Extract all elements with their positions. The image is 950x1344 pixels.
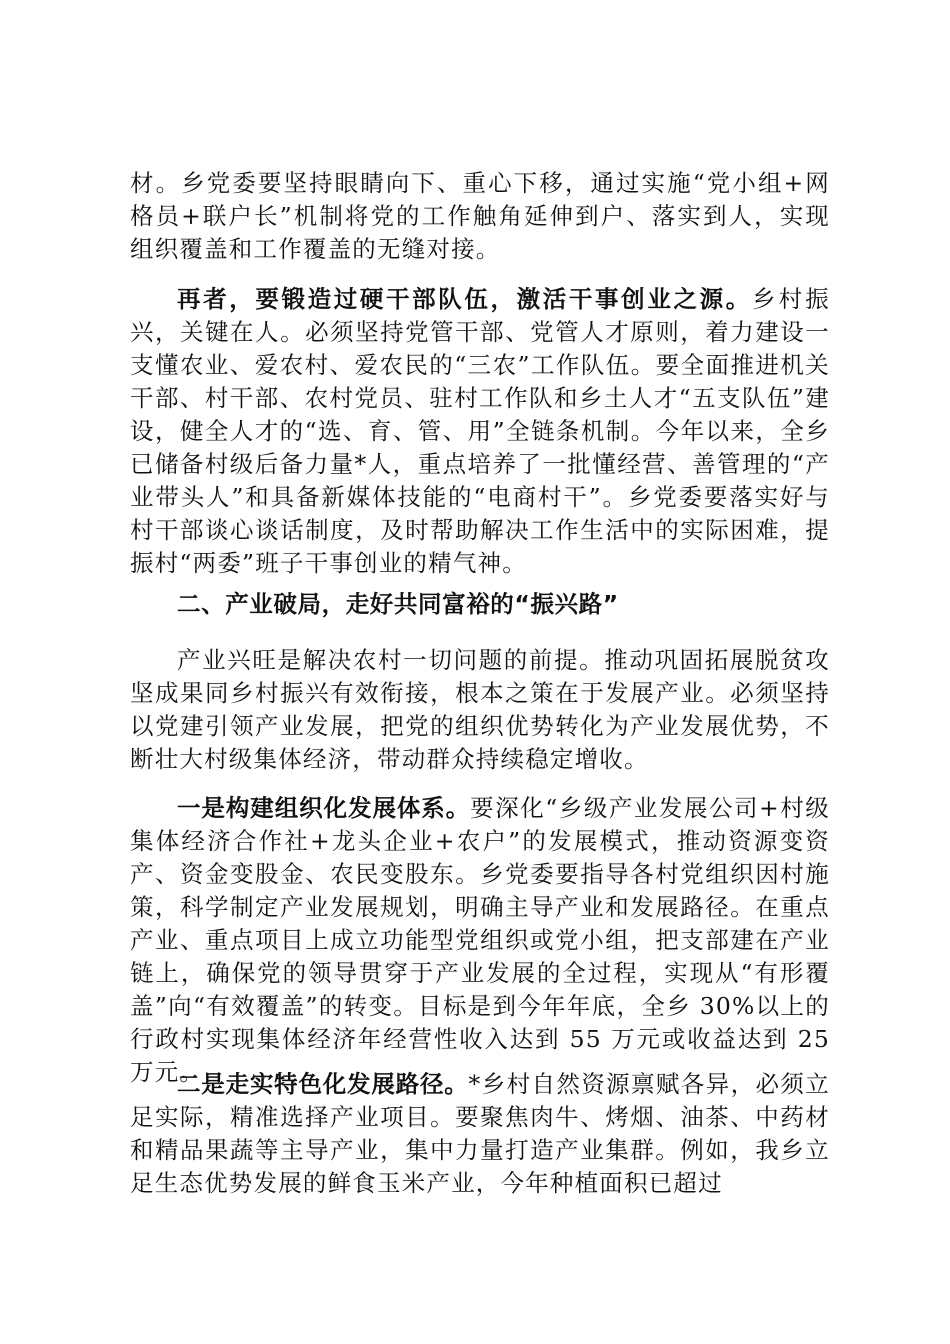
paragraph-text: 要深化“乡级产业发展公司+村级集体经济合作社+龙头企业+农户”的发展模式，推动资源变资产、资金变股金、农民变股东。乡党委要指导各村党组织因村施策，科学制定产业发展规划，明确主导产业和发展路径。在重点产业、重点项目上成立功能型党组织或党小组，把支部建在产业链上，确保党的领导贯穿于产业发展的全过程，实现从“有形覆盖”向“有效覆盖”的转变。目标是到今年年底，全乡 30%以上的行政村实现集体经济年经营性收入达到 55 万元或收益达到 25 万元。 — [130, 794, 830, 1086]
paragraph-text: 材。乡党委要坚持眼睛向下、重心下移，通过实施“党小组+网格员+联户长”机制将党的工作触角延伸到户、落实到人，实现组织覆盖和工作覆盖的无缝对接。 — [130, 169, 830, 263]
section-heading: 二、产业破局，走好共同富裕的“振兴路” — [177, 590, 619, 618]
paragraph-lead-bold: 二是走实特色化发展路径。 — [177, 1070, 469, 1098]
paragraph-continuation — [130, 167, 830, 266]
paragraph-specialty-path — [130, 1068, 830, 1200]
paragraph-lead-bold: 一是构建组织化发展体系。 — [177, 794, 471, 822]
paragraph-text: *乡村自然资源禀赋各异，必须立足实际，精准选择产业项目。要聚焦肉牛、烤烟、油茶、中药材和精品果蔬等主导产业，集中力量打造产业集群。例如，我乡立足生态优势发展的鲜食玉米产业，今年种植面积已超过 — [130, 1070, 830, 1197]
paragraph-text: 产业兴旺是解决农村一切问题的前提。推动巩固拓展脱贫攻坚成果同乡村振兴有效衔接，根本之策在于发展产业。必须坚持以党建引领产业发展，把党的组织优势转化为产业发展优势，不断壮大村级集体经济，带动群众持续稳定增收。 — [130, 646, 830, 773]
paragraph-industry-intro — [130, 644, 830, 776]
paragraph-lead-bold: 再者，要锻造过硬干部队伍，激活干事创业之源。 — [177, 285, 752, 313]
paragraph-text: 乡村振兴，关键在人。必须坚持党管干部、党管人才原则，着力建设一支懂农业、爱农村、爱农民的“三农”工作队伍。要全面推进机关干部、村干部、农村党员、驻村工作队和乡土人才“五支队伍”建设，健全人才的“选、育、管、用”全链条机制。今年以来，全乡已储备村级后备力量*人，重点培养了一批懂经营、善管理的“产业带头人”和具备新媒体技能的“电商村干”。乡党委要落实好与村干部谈心谈话制度，及时帮助解决工作生活中的实际困难，提振村“两委”班子干事创业的精气神。 — [130, 285, 831, 577]
paragraph-organized-system — [130, 792, 830, 1089]
paragraph-cadre-team — [130, 283, 830, 580]
